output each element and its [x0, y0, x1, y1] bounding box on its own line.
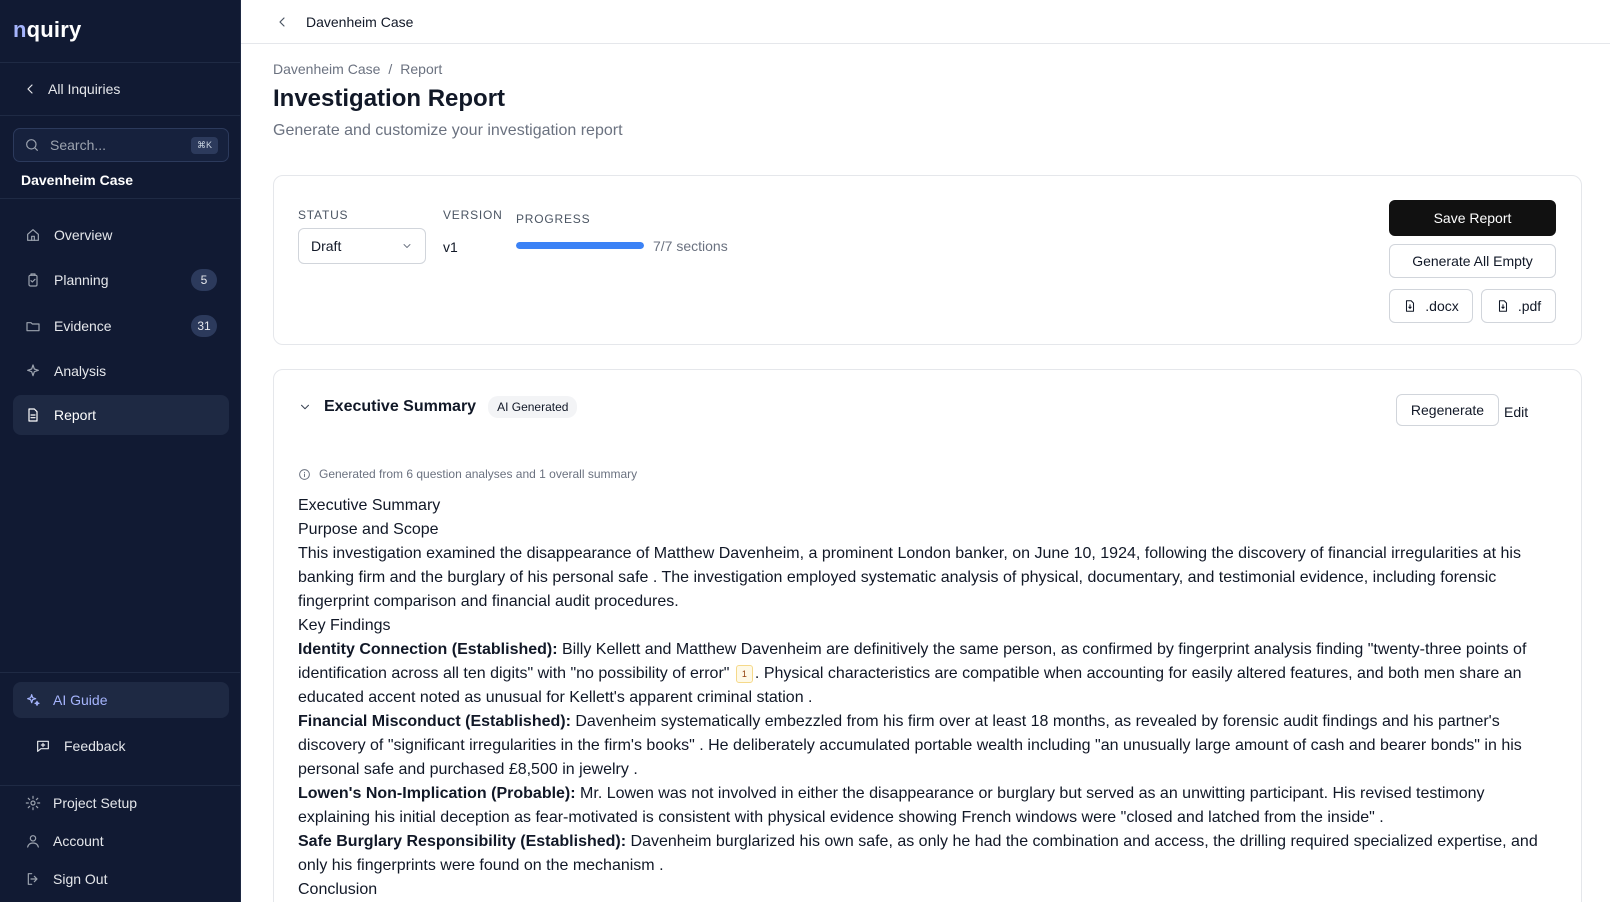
- generation-note-text: Generated from 6 question analyses and 1 overall summary: [319, 467, 638, 481]
- ai-guide-label: AI Guide: [53, 692, 108, 708]
- finding-lowen: [298, 782, 1560, 830]
- top-bar-title: Davenheim Case: [306, 13, 414, 30]
- project-setup-label: Project Setup: [53, 795, 138, 811]
- sign-out-label: Sign Out: [53, 871, 108, 887]
- sidebar-item-planning[interactable]: [13, 260, 229, 300]
- all-inquiries-link[interactable]: [22, 78, 120, 100]
- citation-marker[interactable]: 1: [736, 665, 753, 683]
- sidebar-item-label: Planning: [54, 272, 109, 288]
- finding-text: Mr. Lowen was not involved in either the disappearance or burglary but served as an unwitting participant. His revised testimony explaining his initial deception as fear-motivated is consistent with physical evidence showing French windows were "closed and latched from the inside" .: [298, 785, 1485, 826]
- case-name: Davenheim Case: [21, 172, 134, 188]
- home-icon: [25, 227, 41, 243]
- sidebar-item-label: Evidence: [54, 318, 112, 334]
- page-title: Investigation Report: [273, 85, 506, 112]
- sidebar: [0, 0, 241, 902]
- folder-icon: [25, 318, 41, 334]
- sidebar-item-label: Analysis: [54, 363, 107, 379]
- export-docx-button[interactable]: [1389, 289, 1473, 323]
- regenerate-button[interactable]: Regenerate: [1396, 394, 1499, 426]
- breadcrumb: [273, 61, 442, 77]
- sign-out-link[interactable]: [25, 871, 107, 887]
- search-icon: [24, 137, 40, 153]
- section-title: Executive Summary: [324, 398, 477, 415]
- purpose-heading: Purpose and Scope: [298, 521, 439, 538]
- breadcrumb-current: Report: [400, 61, 443, 77]
- divider: [0, 672, 241, 673]
- sidebar-item-analysis[interactable]: [13, 351, 229, 391]
- project-setup-link[interactable]: [25, 795, 137, 811]
- ai-guide-button[interactable]: [13, 682, 229, 718]
- sidebar-item-report[interactable]: [13, 395, 229, 435]
- divider: [0, 115, 241, 116]
- sidebar-item-label: Report: [54, 407, 97, 423]
- report-content[interactable]: [298, 494, 1560, 902]
- breadcrumb-case-link[interactable]: Davenheim Case: [273, 61, 381, 77]
- file-icon: [1496, 299, 1510, 313]
- sidebar-item-label: Overview: [54, 227, 113, 243]
- status-label: STATUS: [298, 208, 349, 222]
- top-bar: [241, 0, 1610, 44]
- search-placeholder: Search...: [50, 137, 107, 153]
- generate-all-empty-button[interactable]: Generate All Empty: [1389, 244, 1556, 278]
- finding-label: Safe Burglary Responsibility (Established):: [298, 833, 627, 850]
- chevron-down-icon[interactable]: [298, 400, 312, 414]
- progress-fill: [516, 242, 644, 249]
- progress-bar: [516, 242, 644, 249]
- all-inquiries-label: All Inquiries: [48, 81, 121, 97]
- account-link[interactable]: [25, 833, 104, 849]
- export-docx-label: .docx: [1425, 298, 1459, 314]
- page-subtitle: Generate and customize your investigation report: [273, 122, 623, 139]
- finding-label: Financial Misconduct (Established):: [298, 713, 571, 730]
- document-icon: [25, 407, 41, 423]
- executive-summary-section: [273, 369, 1582, 902]
- search-shortcut: ⌘K: [191, 137, 218, 154]
- finding-identity: [298, 638, 1560, 710]
- message-icon: [35, 738, 51, 754]
- purpose-paragraph: This investigation examined the disappearance of Matthew Davenheim, a prominent London banker, on June 10, 1924, following the discovery of financial irregularities at his banking firm and the burglary of his personal safe . The investigation employed systematic analysis of physical, documentary, and testimonial evidence, including forensic fingerprint comparison and financial audit procedures.: [298, 545, 1521, 610]
- sidebar-item-overview[interactable]: [13, 215, 229, 255]
- status-select[interactable]: [298, 228, 426, 264]
- export-pdf-label: .pdf: [1517, 298, 1542, 314]
- report-heading: Executive Summary: [298, 497, 441, 514]
- account-label: Account: [53, 833, 104, 849]
- progress-label: PROGRESS: [516, 212, 591, 226]
- status-value: Draft: [311, 238, 342, 254]
- finding-text: Davenheim burglarized his own safe, as only he had the combination and access, the drilling required specialized expertise, and only his fingerprints were found on the mechanism .: [298, 833, 1538, 874]
- ai-generated-badge: AI Generated: [488, 396, 577, 418]
- feedback-label: Feedback: [64, 738, 126, 754]
- generation-note: [298, 467, 637, 481]
- version-label: VERSION: [443, 208, 503, 222]
- section-header[interactable]: [298, 396, 577, 418]
- chevron-left-icon[interactable]: [274, 14, 290, 30]
- sidebar-item-evidence[interactable]: [13, 306, 229, 346]
- chevron-left-icon: [22, 81, 38, 97]
- count-badge: 5: [191, 269, 217, 291]
- app-logo[interactable]: nquiry: [13, 17, 82, 42]
- sparkles-icon: [25, 692, 41, 708]
- count-badge: 31: [191, 315, 217, 337]
- finding-financial: [298, 710, 1560, 782]
- info-icon: [298, 468, 311, 481]
- file-icon: [1403, 299, 1417, 313]
- breadcrumb-separator: /: [388, 61, 393, 77]
- clipboard-icon: [25, 272, 41, 288]
- feedback-button[interactable]: [35, 738, 125, 754]
- sign-out-icon: [25, 871, 41, 887]
- finding-label: Lowen's Non-Implication (Probable):: [298, 785, 576, 802]
- divider: [0, 198, 241, 199]
- save-report-button[interactable]: Save Report: [1389, 200, 1556, 236]
- gear-icon: [25, 795, 41, 811]
- finding-text: Davenheim systematically embezzled from his firm over at least 18 months, as revealed by forensic audit findings and his partner's discovery of "significant irregularities in the firm's books" . He deliberately accumulated portable wealth including "an unusually large amount of cash and bearer bonds" in his personal safe and purchased £8,500 in jewelry .: [298, 713, 1522, 778]
- user-icon: [25, 833, 41, 849]
- finding-label: Identity Connection (Established):: [298, 641, 558, 658]
- progress-text: 7/7 sections: [653, 238, 728, 254]
- finding-safe: [298, 830, 1560, 878]
- chevron-down-icon: [401, 240, 413, 252]
- search-input[interactable]: [13, 128, 229, 162]
- export-pdf-button[interactable]: [1481, 289, 1556, 323]
- finding-text: Billy Kellett and Matthew Davenheim are definitively the same person, as confirmed by fingerprint analysis finding "twenty-three points of identification across all ten digits" with "no possibility of error": [298, 641, 1527, 682]
- edit-button[interactable]: Edit: [1504, 404, 1529, 420]
- version-value: v1: [443, 239, 458, 255]
- sparkles-icon: [25, 363, 41, 379]
- findings-heading: Key Findings: [298, 617, 391, 634]
- divider: [0, 785, 241, 786]
- conclusion-heading: Conclusion: [298, 881, 378, 898]
- finding-text: . Physical characteristics are compatible when accounting for easily altered features, and both men share an educated accent noted as unusual for Kellett's apparent criminal station .: [298, 665, 1522, 706]
- divider: [0, 62, 241, 63]
- report-meta-card: [273, 175, 1582, 345]
